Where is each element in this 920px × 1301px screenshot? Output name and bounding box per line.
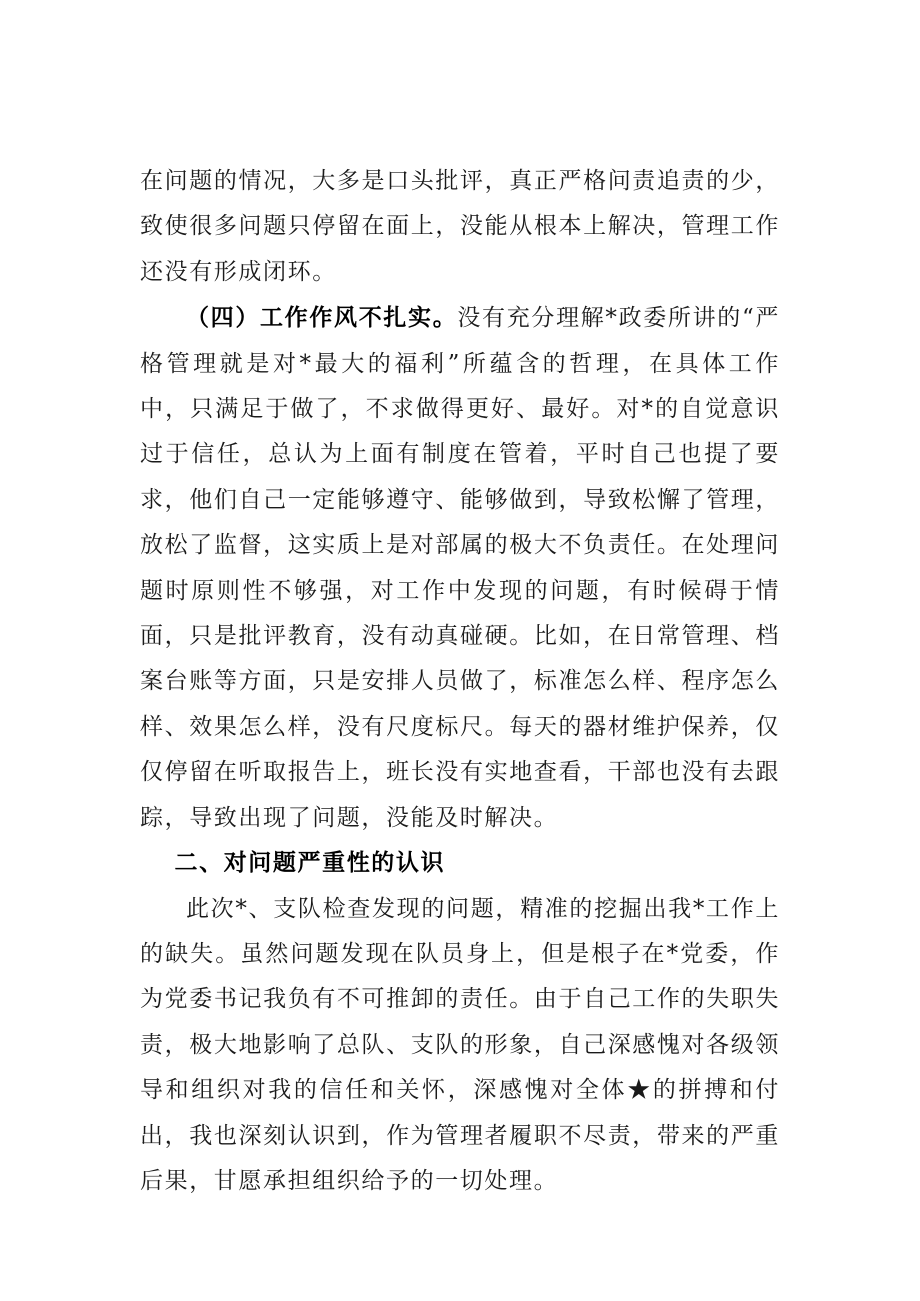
section-heading-seriousness: 二、对问题严重性的认识 — [174, 850, 446, 877]
paragraph-continued: 在问题的情况，大多是口头批评，真正严格问责追责的少，致使很多问题只停留在面上，没能从根本上解决，管理工作还没有形成闭环。 — [140, 168, 780, 285]
document-body — [140, 159, 780, 1204]
section-title-work-style: （四）工作作风不扎实。 — [186, 304, 458, 332]
paragraph-seriousness: 此次*、支队检查发现的问题，精准的挖掘出我*工作上的缺失。虽然问题发现在队员身上，但是根子在*党委，作为党委书记我负有不可推卸的责任。由于自己工作的失职失责，极大地影响了总队、支队的形象，自己深感愧对各级领导和组织对我的信任和关怀，深感愧对全体★的拼搏和付出，我也深刻认识到，作为管理者履职不尽责，带来的严重后果，甘愿承担组织给予的一切处理。 — [140, 895, 780, 1194]
paragraph-work-style — [140, 295, 780, 841]
paragraph-work-style-body: 没有充分理解*政委所讲的“严格管理就是对*最大的福利”所蕴含的哲理，在具体工作中，只满足于做了，不求做得更好、最好。对*的自觉意识过于信任，总认为上面有制度在管着，平时自己也提了要求，他们自己一定能够遵守、能够做到，导致松懈了管理，放松了监督，这实质上是对部属的极大不负责任。在处理问题时原则性不够强，对工作中发现的问题，有时候碍于情面，只是批评教育，没有动真碰硬。比如，在日常管理、档案台账等方面，只是安排人员做了，标准怎么样、程序怎么样、效果怎么样，没有尺度标尺。每天的器材维护保养，仅仅停留在听取报告上，班长没有实地查看，干部也没有去跟踪，导致出现了问题，没能及时解决。 — [140, 305, 780, 831]
